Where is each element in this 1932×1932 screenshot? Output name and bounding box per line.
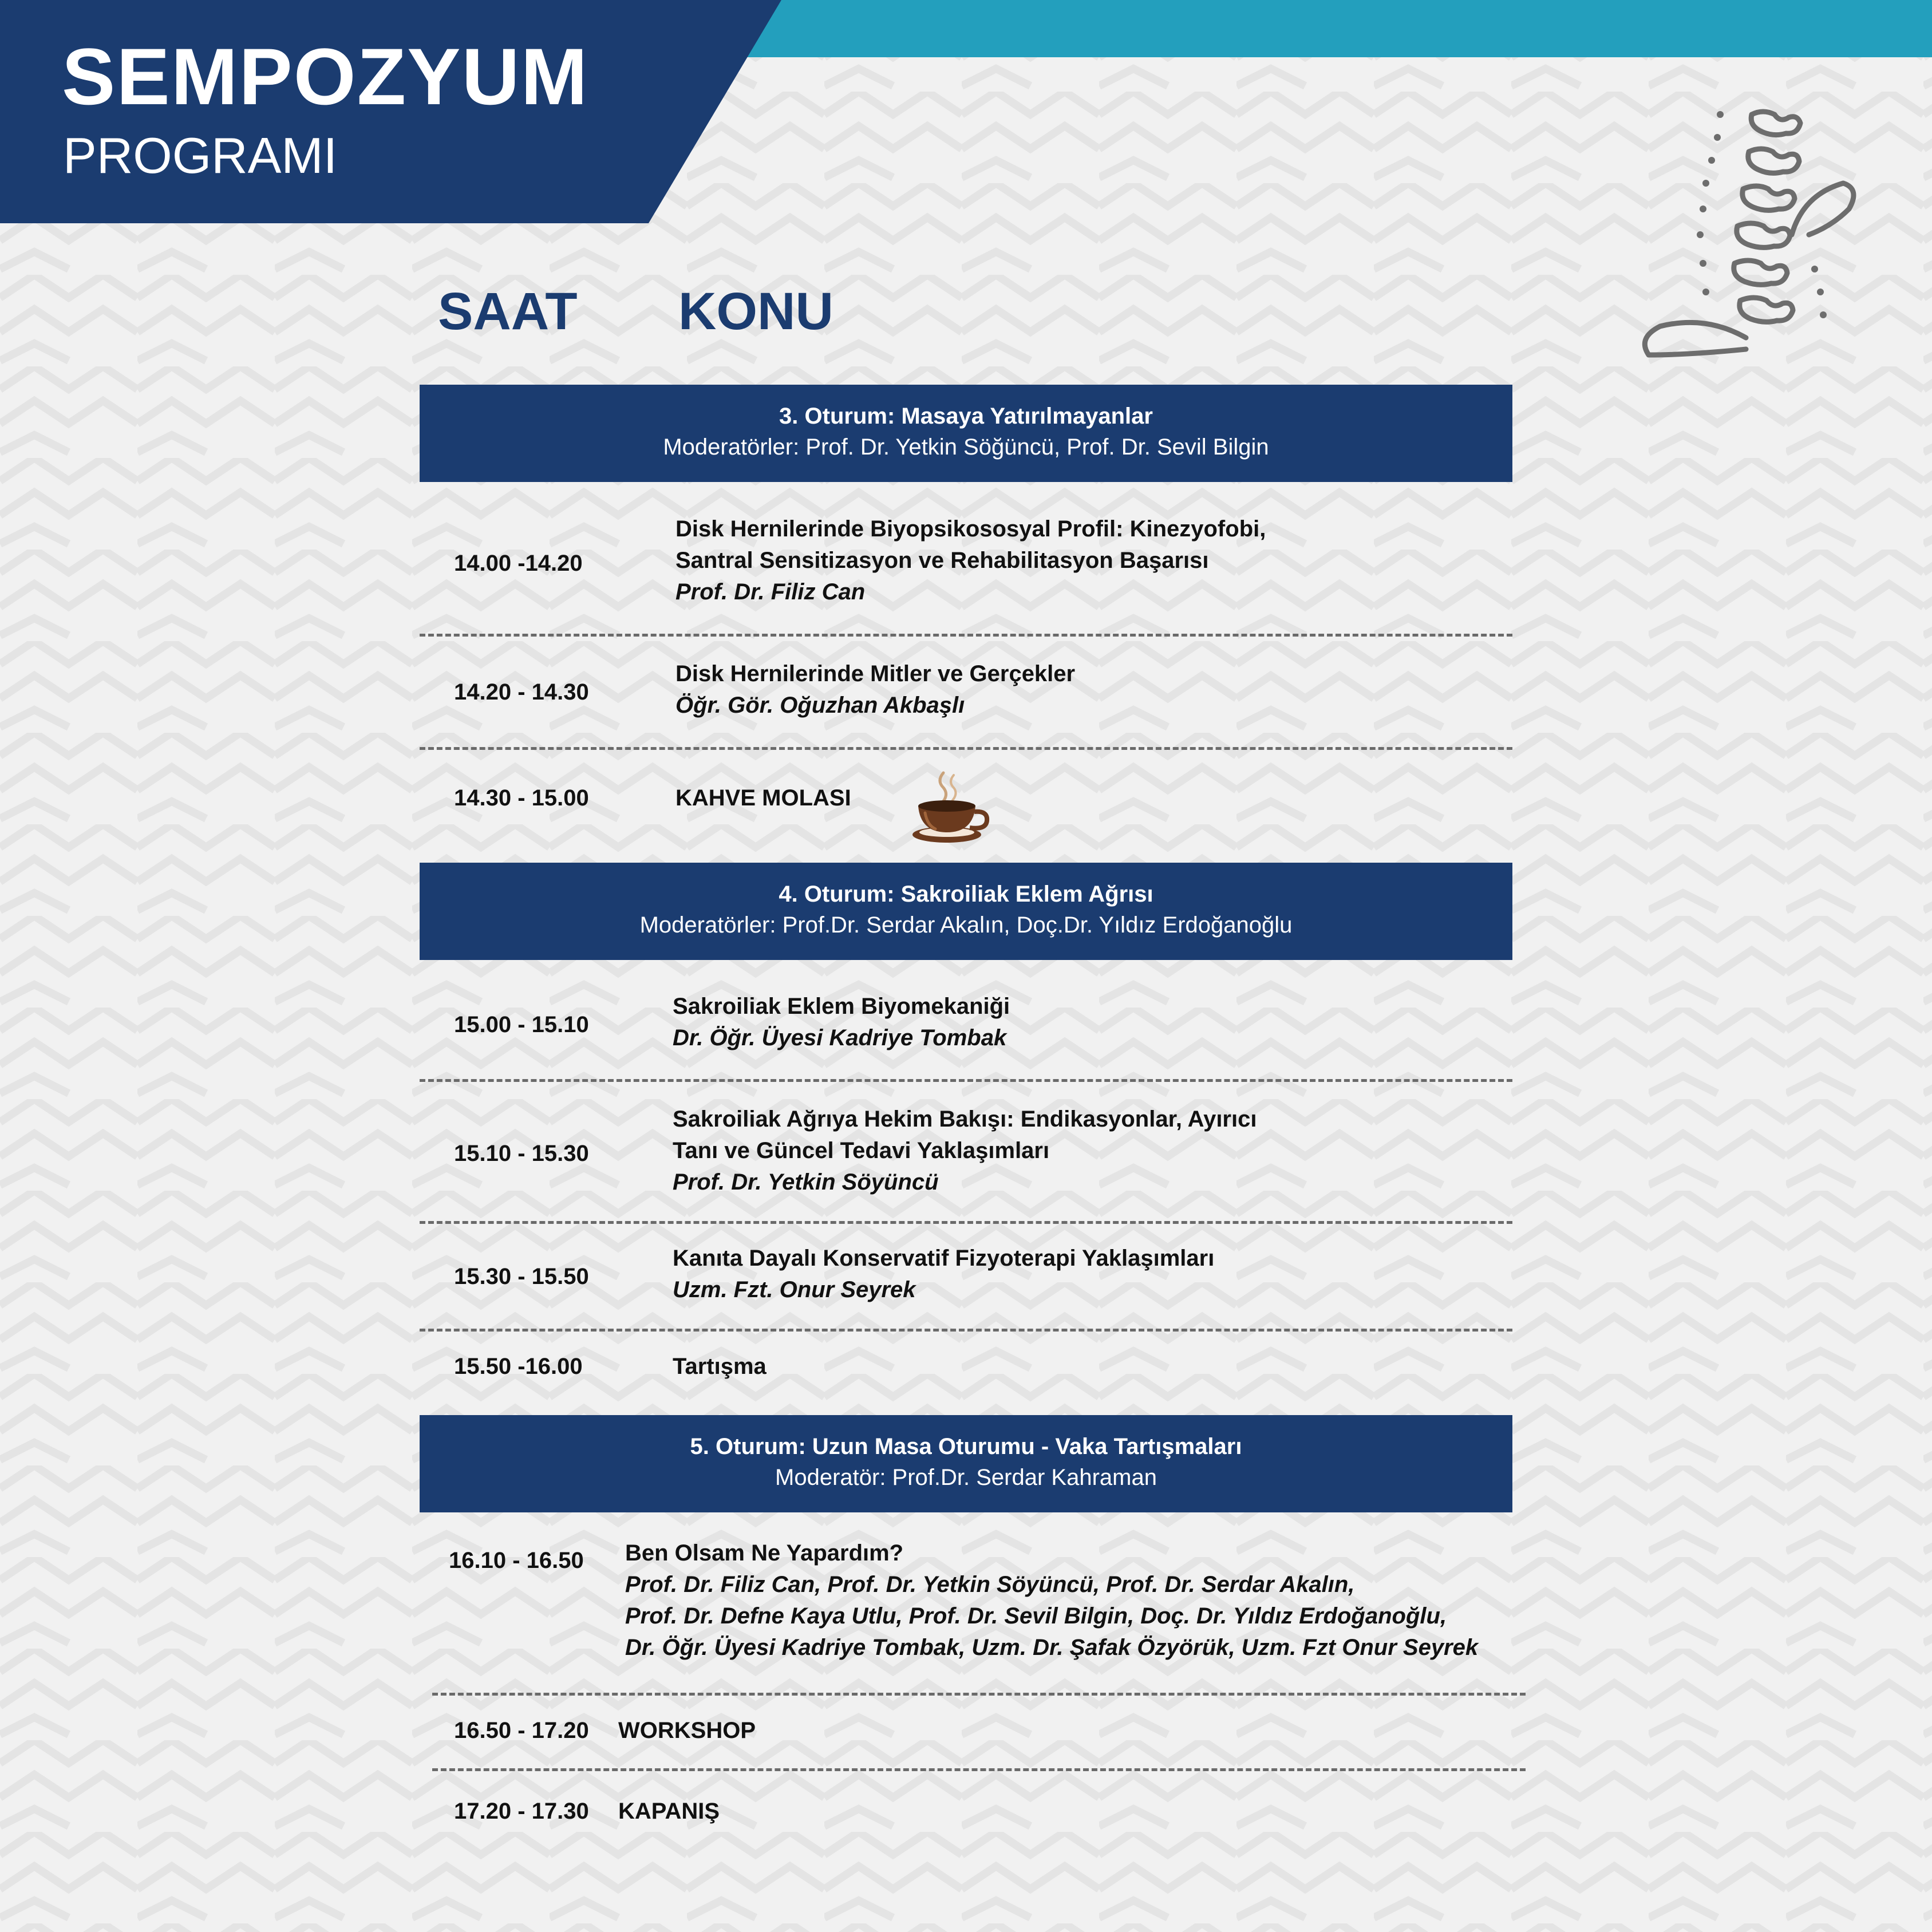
- item-title: WORKSHOP: [618, 1718, 756, 1743]
- item-speaker: Öğr. Gör. Oğuzhan Akbaşlı: [675, 693, 965, 718]
- item-title: Ben Olsam Ne Yapardım?: [625, 1540, 904, 1566]
- spine-icon: [1620, 97, 1860, 372]
- item-time: 17.20 - 17.30: [454, 1799, 589, 1824]
- item-topic: [618, 1715, 756, 1747]
- row-divider: [420, 1221, 1512, 1224]
- item-title: Santral Sensitizasyon ve Rehabilitasyon Başarısı: [675, 548, 1209, 573]
- item-title: Disk Hernilerinde Mitler ve Gerçekler: [675, 661, 1076, 686]
- item-title: Kanıta Dayalı Konservatif Fizyoterapi Yaklaşımları: [673, 1246, 1215, 1271]
- row-divider: [432, 1768, 1526, 1771]
- page-title: SEMPOZYUM: [62, 31, 589, 121]
- item-speaker: Prof. Dr. Defne Kaya Utlu, Prof. Dr. Sevil Bilgin, Doç. Dr. Yıldız Erdoğanoğlu,: [625, 1603, 1447, 1629]
- item-speaker: Prof. Dr. Filiz Can: [675, 579, 866, 605]
- session-moderators: Moderatörler: Prof. Dr. Yetkin Söğüncü, Prof. Dr. Sevil Bilgin: [663, 434, 1269, 460]
- item-topic: [673, 1243, 1214, 1306]
- item-time: 15.00 - 15.10: [454, 1012, 589, 1037]
- item-speaker: Uzm. Fzt. Onur Seyrek: [673, 1277, 916, 1302]
- item-topic: [673, 1104, 1257, 1198]
- item-title: Tartışma: [673, 1354, 767, 1379]
- item-title: KAPANIŞ: [618, 1799, 720, 1824]
- item-time: 14.30 - 15.00: [454, 785, 589, 811]
- item-speaker: Dr. Öğr. Üyesi Kadriye Tombak: [673, 1025, 1007, 1050]
- item-topic: [625, 1538, 1478, 1664]
- column-header-topic: KONU: [678, 282, 833, 341]
- session-header: [420, 863, 1512, 960]
- session-moderators: Moderatör: Prof.Dr. Serdar Kahraman: [775, 1465, 1157, 1490]
- coffee-cup-icon: [910, 767, 990, 847]
- item-title: Tanı ve Güncel Tedavi Yaklaşımları: [673, 1138, 1050, 1163]
- session-header: [420, 1415, 1512, 1512]
- item-speaker: Prof. Dr. Filiz Can, Prof. Dr. Yetkin Söyüncü, Prof. Dr. Serdar Akalın,: [625, 1572, 1355, 1597]
- row-divider: [420, 1329, 1512, 1332]
- session-title: 5. Oturum: Uzun Masa Oturumu - Vaka Tartışmaları: [690, 1434, 1242, 1459]
- session-header: [420, 385, 1512, 482]
- item-time: 14.00 -14.20: [454, 551, 583, 576]
- item-title: Sakroiliak Eklem Biyomekaniği: [673, 994, 1010, 1019]
- item-speaker: Prof. Dr. Yetkin Söyüncü: [673, 1170, 939, 1195]
- item-time: 16.10 - 16.50: [449, 1548, 584, 1573]
- item-title: KAHVE MOLASI: [675, 785, 851, 811]
- item-time: 15.30 - 15.50: [454, 1264, 589, 1289]
- item-topic: [675, 658, 1075, 721]
- row-divider: [420, 634, 1512, 637]
- item-topic: [618, 1796, 720, 1827]
- session-title: 4. Oturum: Sakroiliak Eklem Ağrısı: [779, 882, 1153, 907]
- page-subtitle: PROGRAMI: [63, 127, 338, 184]
- column-header-time: SAAT: [438, 282, 578, 341]
- item-topic: [673, 991, 1010, 1054]
- item-time: 16.50 - 17.20: [454, 1718, 589, 1743]
- item-title: Disk Hernilerinde Biyopsikososyal Profil: Kinezyofobi,: [675, 516, 1266, 542]
- item-topic: [673, 1351, 767, 1382]
- row-divider: [420, 1079, 1512, 1082]
- item-speaker: Dr. Öğr. Üyesi Kadriye Tombak, Uzm. Dr. Şafak Özyörük, Uzm. Fzt Onur Seyrek: [625, 1635, 1479, 1660]
- session-title: 3. Oturum: Masaya Yatırılmayanlar: [779, 404, 1153, 429]
- item-time: 15.50 -16.00: [454, 1354, 583, 1379]
- item-topic: [675, 513, 1266, 608]
- item-title: Sakroiliak Ağrıya Hekim Bakışı: Endikasyonlar, Ayırıcı: [673, 1107, 1257, 1132]
- item-time: 15.10 - 15.30: [454, 1141, 589, 1166]
- item-topic: [675, 783, 851, 814]
- session-moderators: Moderatörler: Prof.Dr. Serdar Akalın, Doç.Dr. Yıldız Erdoğanoğlu: [639, 912, 1293, 938]
- row-divider: [432, 1693, 1526, 1696]
- row-divider: [420, 747, 1512, 750]
- item-time: 14.20 - 14.30: [454, 679, 589, 705]
